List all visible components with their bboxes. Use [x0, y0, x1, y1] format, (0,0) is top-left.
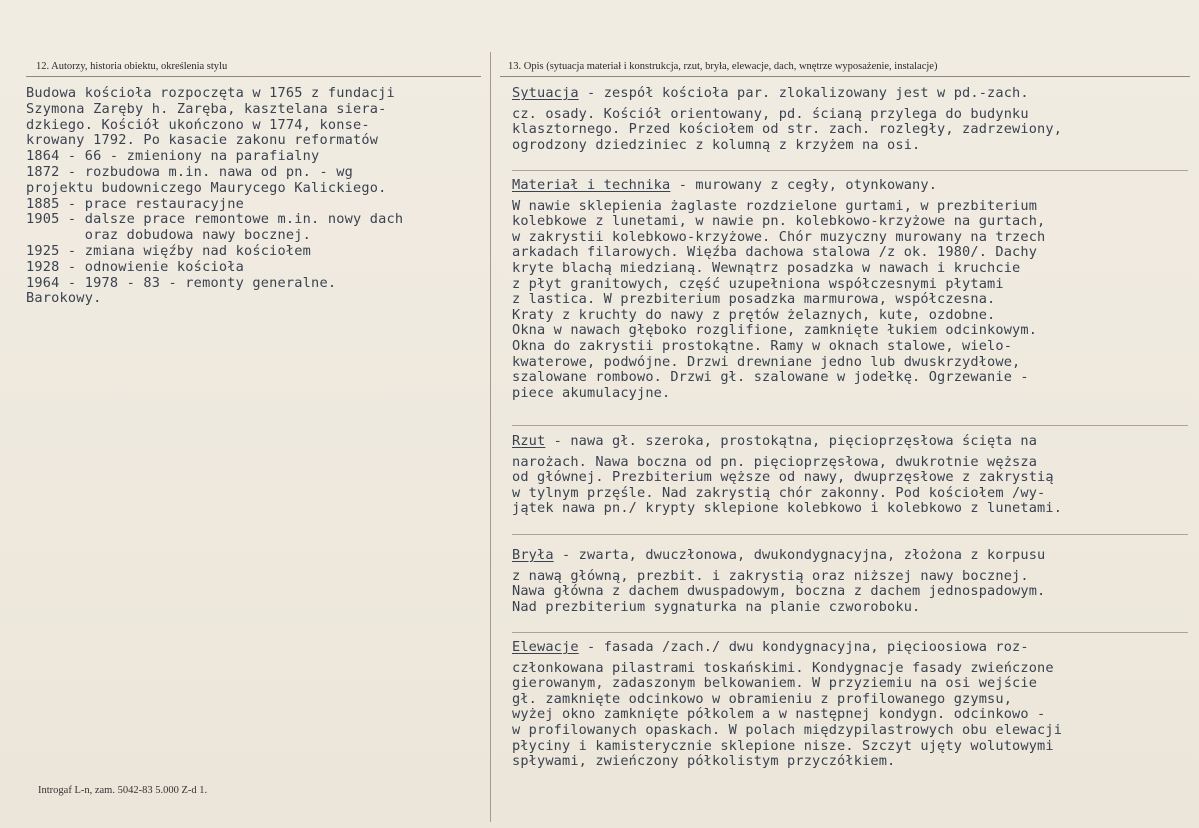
section-line: wyżej okno zamknięte półkolem a w następnej kondygn. odcinkowo - [512, 706, 1046, 723]
section-line: z nawą główną, prezbit. i zakrystią oraz niższej nawy bocznej. [512, 567, 1029, 584]
section-heading: Materiał i technika [512, 177, 671, 193]
section-first-line: - nawa gł. szeroka, prostokątna, pięcioprzęsłowa ścięta na [545, 433, 1038, 449]
right-section-header: 13. Opis (sytuacja materiał i konstrukcja, rzut, bryła, elewacje, dach, wnętrze wyposażenie, instalacje) [508, 61, 938, 72]
history-line: 1925 - zmiana więźby nad kościołem [26, 242, 312, 259]
section-line: kryte blachą miedzianą. Wewnątrz posadzka w nawach i kruchcie [512, 259, 1021, 276]
section-line: od głównej. Prezbiterium węższe od nawy, dwuprzęsłowe z zakrystią [512, 469, 1054, 486]
left-header-rule [26, 76, 481, 77]
right-header-rule [500, 76, 1190, 77]
section-line: gierowanym, zadaszonym belkowaniem. W przyziemiu na osi wejście [512, 675, 1038, 692]
section-material [512, 178, 1192, 401]
history-line: 1964 - 1978 - 83 - remonty generalne. [26, 274, 337, 291]
section-first-line: - zwarta, dwuczłonowa, dwukondygnacyjna, złożona z korpusu [553, 547, 1046, 563]
section-first-line: - murowany z cegły, otynkowany. [670, 177, 938, 193]
section-line: arkadach filarowych. Więźba dachowa stalowa /z ok. 1980/. Dachy [512, 244, 1038, 261]
section-line: w profilowanych opaskach. W polach międzypilastrowych obu elewacji [512, 721, 1063, 738]
section-rzut [512, 434, 1192, 517]
section-heading: Elewacje [512, 639, 579, 655]
section-line: w tylnym przęśle. Nad zakrystią chór zakonny. Pod kościołem /wy- [512, 484, 1046, 501]
section-line: piece akumulacyjne. [512, 384, 671, 401]
history-line: krowany 1792. Po kasacie zakonu reformatów [26, 132, 379, 149]
history-line: Barokowy. [26, 290, 102, 307]
section-line: członkowana pilastrami toskańskimi. Kondygnacje fasady zwieńczone [512, 659, 1054, 676]
section-line: narożach. Nawa boczna od pn. pięcioprzęsłowa, dwukrotnie węższa [512, 453, 1038, 470]
section-line: Okna do zakrystii prostokątne. Ramy w oknach stalowe, wielo- [512, 337, 1013, 354]
history-text [26, 86, 486, 307]
left-section-header: 12. Autorzy, historia obiektu, określenia stylu [36, 61, 228, 72]
history-line: oraz dobudowa nawy bocznej. [26, 227, 312, 244]
section-first-line: - fasada /zach./ dwu kondygnacyjna, pięcioosiowa roz- [578, 639, 1029, 655]
history-line: Budowa kościoła rozpoczęta w 1765 z fundacji [26, 85, 395, 101]
section-first-line: - zespół kościoła par. zlokalizowany jest w pd.-zach. [578, 85, 1029, 101]
section-heading: Bryła [512, 547, 554, 563]
history-line: 1864 - 66 - zmieniony na parafialny [26, 148, 320, 165]
history-line: Szymona Zaręby h. Zaręba, kasztelana siera- [26, 100, 387, 117]
section-line: szalowane rombowo. Drzwi gł. szalowane w jodełkę. Ogrzewanie - [512, 369, 1029, 386]
section-line: jątek nawa pn./ krypty sklepione kolebkowo i kolebkowo z lunetami. [512, 500, 1063, 517]
section-line: Kraty z kruchty do nawy z prętów żelaznych, kute, ozdobne. [512, 306, 996, 323]
section-rule [512, 534, 1188, 535]
section-elewacje [512, 640, 1192, 770]
section-sytuacja [512, 86, 1192, 153]
history-line: 1885 - prace restauracyjne [26, 195, 244, 212]
section-line: kwaterowe, podwójne. Drzwi drewniane jedno lub dwuskrzydłowe, [512, 353, 1021, 370]
history-line: 1872 - rozbudowa m.in. nawa od pn. - wg [26, 163, 353, 180]
section-line: płyciny i kamisterycznie sklepione nisze. Szczyt ujęty wolutowymi [512, 737, 1054, 754]
section-rule [512, 425, 1188, 426]
section-line: Nad prezbiterium sygnaturka na planie czworoboku. [512, 598, 921, 615]
section-bryla [512, 548, 1192, 615]
section-line: Nawa główna z dachem dwuspadowym, boczna z dachem jednospadowym. [512, 583, 1046, 600]
section-line: z płyt granitowych, część uzupełniona współczesnymi płytami [512, 275, 1004, 292]
section-heading: Rzut [512, 433, 546, 449]
section-line: cz. osady. Kościół orientowany, pd. ścianą przylega do budynku [512, 105, 1029, 122]
history-line: 1928 - odnowienie kościoła [26, 258, 244, 275]
section-line: Okna w nawach głęboko rozglifione, zamknięte łukiem odcinkowym. [512, 322, 1038, 339]
column-divider [490, 52, 491, 822]
history-line: projektu budowniczego Maurycego Kalickiego. [26, 179, 387, 196]
section-line: ogrodzony dziedziniec z kolumną z krzyżem na osi. [512, 136, 921, 153]
print-footer: Introgaf L-n, zam. 5042-83 5.000 Z-d 1. [38, 785, 208, 796]
section-line: z lastica. W prezbiterium posadzka marmurowa, współczesna. [512, 291, 996, 308]
section-heading: Sytuacja [512, 85, 579, 101]
section-line: spływami, zwieńczony półkolistym przyczółkiem. [512, 753, 896, 770]
history-line: 1905 - dalsze prace remontowe m.in. nowy dach [26, 211, 404, 228]
section-rule [512, 632, 1188, 633]
section-line: w zakrystii kolebkowo-krzyżowe. Chór muzyczny murowany na trzech [512, 228, 1046, 245]
section-line: kolebkowe z lunetami, w nawie pn. kolebkowo-krzyżowe na gurtach, [512, 213, 1046, 230]
section-line: W nawie sklepienia żaglaste rozdzielone gurtami, w prezbiterium [512, 197, 1038, 214]
section-line: gł. zamknięte odcinkowo w obramieniu z profilowanego gzymsu, [512, 690, 1013, 707]
section-line: klasztornego. Przed kościołem od str. zach. rozległy, zadrzewiony, [512, 121, 1063, 138]
history-line: dzkiego. Kościół ukończono w 1774, konse- [26, 116, 370, 133]
section-rule [512, 170, 1188, 171]
